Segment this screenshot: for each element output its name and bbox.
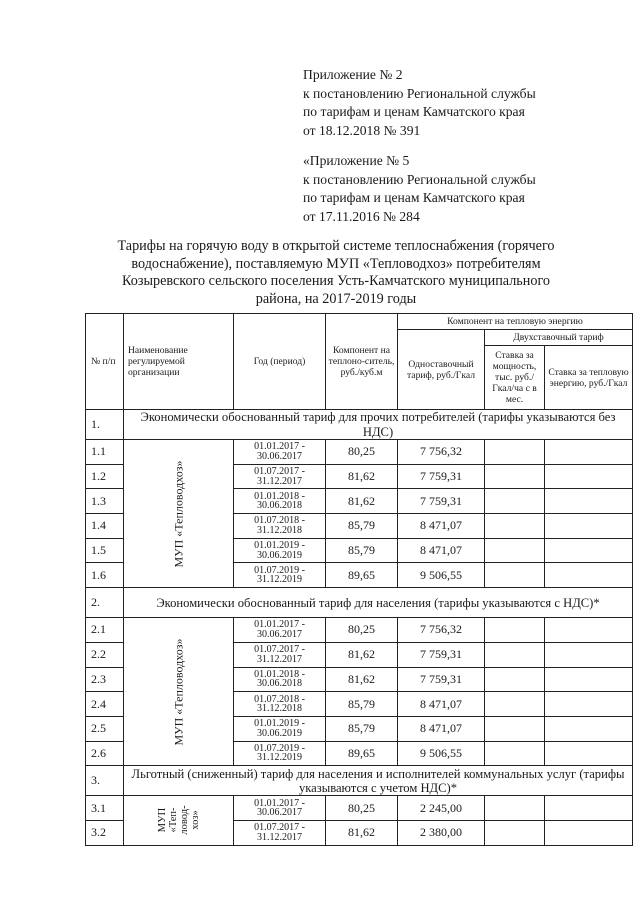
carrier-value: 81,62 xyxy=(326,642,398,667)
appendix-line: по тарифам и ценам Камчатского края xyxy=(303,104,525,119)
appendix-old-line: от 17.11.2016 № 284 xyxy=(303,208,420,224)
title-line: Тарифы на горячую воду в открытой системе теплоснабжения (горячего xyxy=(117,238,555,254)
period-cell: 01.07.2017 - 31.12.2017 xyxy=(234,642,326,667)
org-cell xyxy=(124,796,234,845)
single-rate-value: 7 759,31 xyxy=(398,489,485,514)
capacity-rate-cell xyxy=(485,796,545,821)
carrier-value: 81,62 xyxy=(326,464,398,489)
header-two-rate: Двухставочный тариф xyxy=(485,330,633,346)
single-rate-value: 7 759,31 xyxy=(398,667,485,692)
energy-rate-cell xyxy=(545,489,633,514)
capacity-rate-cell xyxy=(485,820,545,845)
appendix-line: Приложение № 2 xyxy=(303,67,403,82)
single-rate-value: 8 471,07 xyxy=(398,538,485,563)
section-row xyxy=(86,588,633,618)
header-carrier: Компонент на теплоно-ситель, руб./куб.м xyxy=(326,314,398,410)
energy-rate-cell xyxy=(545,464,633,489)
section-row xyxy=(86,410,633,440)
period-cell: 01.01.2019 - 30.06.2019 xyxy=(234,716,326,741)
section-title: Экономически обоснованный тариф для прочих потребителей (тарифы указываются без НДС) xyxy=(124,410,633,440)
row-num: 2.1 xyxy=(86,618,124,643)
period-cell: 01.01.2017 - 30.06.2017 xyxy=(234,618,326,643)
period-cell: 01.01.2018 - 30.06.2018 xyxy=(234,667,326,692)
row-num: 3.2 xyxy=(86,820,124,845)
appendix-old-line: «Приложение № 5 xyxy=(303,153,410,168)
carrier-value: 81,62 xyxy=(326,489,398,514)
energy-rate-cell xyxy=(545,563,633,588)
row-num: 2.5 xyxy=(86,716,124,741)
carrier-value: 89,65 xyxy=(326,741,398,766)
energy-rate-cell xyxy=(545,440,633,465)
appendix-old-line: к постановлению Региональной службы xyxy=(303,171,536,187)
section-num: 2. xyxy=(86,588,124,618)
row-num: 2.4 xyxy=(86,692,124,717)
section-num: 1. xyxy=(86,410,124,440)
single-rate-value: 7 756,32 xyxy=(398,440,485,465)
capacity-rate-cell xyxy=(485,440,545,465)
title-line: водоснабжение), поставляемую МУП «Тепловодхоз» потребителям xyxy=(131,255,541,272)
carrier-value: 81,62 xyxy=(326,820,398,845)
single-rate-value: 8 471,07 xyxy=(398,716,485,741)
table-row xyxy=(86,440,633,465)
appendix-old-line: по тарифам и ценам Камчатского края xyxy=(303,190,525,205)
capacity-rate-cell xyxy=(485,716,545,741)
period-cell: 01.07.2018 - 31.12.2018 xyxy=(234,692,326,717)
document-title xyxy=(86,238,586,308)
capacity-rate-cell xyxy=(485,514,545,539)
carrier-value: 80,25 xyxy=(326,796,398,821)
table-row xyxy=(86,618,633,643)
capacity-rate-cell xyxy=(485,741,545,766)
org-name: МУП «Тепловодхоз» xyxy=(171,638,185,746)
period-cell: 01.01.2017 - 30.06.2017 xyxy=(234,796,326,821)
single-rate-value: 8 471,07 xyxy=(398,692,485,717)
title-line: района, на 2017-2019 годы xyxy=(255,290,417,307)
period-cell: 01.07.2019 - 31.12.2019 xyxy=(234,563,326,588)
header-period: Год (период) xyxy=(234,314,326,410)
carrier-value: 81,62 xyxy=(326,667,398,692)
org-name: МУП «Теп-ловод-хоз» xyxy=(156,805,201,836)
single-rate-value: 2 245,00 xyxy=(398,796,485,821)
header-org: Наименование регулируемой организации xyxy=(124,314,234,410)
header-single: Одноставочный тариф, руб./Гкал xyxy=(398,330,485,410)
energy-rate-cell xyxy=(545,538,633,563)
capacity-rate-cell xyxy=(485,489,545,514)
single-rate-value: 9 506,55 xyxy=(398,741,485,766)
period-cell: 01.07.2018 - 31.12.2018 xyxy=(234,514,326,539)
capacity-rate-cell xyxy=(485,563,545,588)
org-cell xyxy=(124,440,234,588)
energy-rate-cell xyxy=(545,741,633,766)
row-num: 2.3 xyxy=(86,667,124,692)
capacity-rate-cell xyxy=(485,618,545,643)
energy-rate-cell xyxy=(545,796,633,821)
row-num: 1.2 xyxy=(86,464,124,489)
capacity-rate-cell xyxy=(485,692,545,717)
header-capacity: Ставка за мощность, тыс. руб./Гкал/ча с в мес. xyxy=(485,346,545,410)
title-line: Козыревского сельского поселения Усть-Камчатского муниципального xyxy=(121,273,551,290)
header-energy: Компонент на тепловую энергию xyxy=(398,314,633,330)
period-cell: 01.07.2019 - 31.12.2019 xyxy=(234,741,326,766)
single-rate-value: 7 759,31 xyxy=(398,464,485,489)
capacity-rate-cell xyxy=(485,642,545,667)
appendix-old-reference xyxy=(303,152,536,226)
org-name: МУП «Тепловодхоз» xyxy=(171,460,185,568)
section-num: 3. xyxy=(86,766,124,796)
row-num: 2.6 xyxy=(86,741,124,766)
carrier-value: 89,65 xyxy=(326,563,398,588)
energy-rate-cell xyxy=(545,692,633,717)
period-cell: 01.07.2017 - 31.12.2017 xyxy=(234,820,326,845)
table-row xyxy=(86,796,633,821)
single-rate-value: 7 756,32 xyxy=(398,618,485,643)
period-cell: 01.01.2019 - 30.06.2019 xyxy=(234,538,326,563)
row-num: 1.1 xyxy=(86,440,124,465)
single-rate-value: 2 380,00 xyxy=(398,820,485,845)
carrier-value: 85,79 xyxy=(326,514,398,539)
row-num: 3.1 xyxy=(86,796,124,821)
row-num: 2.2 xyxy=(86,642,124,667)
carrier-value: 85,79 xyxy=(326,538,398,563)
header-energy-rate: Ставка за тепловую энергию, руб./Гкал xyxy=(545,346,633,410)
carrier-value: 85,79 xyxy=(326,716,398,741)
single-rate-value: 9 506,55 xyxy=(398,563,485,588)
single-rate-value: 7 759,31 xyxy=(398,642,485,667)
energy-rate-cell xyxy=(545,716,633,741)
period-cell: 01.01.2018 - 30.06.2018 xyxy=(234,489,326,514)
carrier-value: 80,25 xyxy=(326,440,398,465)
appendix-line: от 18.12.2018 № 391 xyxy=(303,122,421,138)
energy-rate-cell xyxy=(545,642,633,667)
header-num: № п/п xyxy=(86,314,124,410)
period-cell: 01.01.2017 - 30.06.2017 xyxy=(234,440,326,465)
tariff-table xyxy=(85,313,633,846)
section-title: Льготный (сниженный) тариф для населения и исполнителей коммунальных услуг (тарифы указываются с учетом НДС)* xyxy=(124,766,633,796)
row-num: 1.3 xyxy=(86,489,124,514)
single-rate-value: 8 471,07 xyxy=(398,514,485,539)
energy-rate-cell xyxy=(545,667,633,692)
row-num: 1.5 xyxy=(86,538,124,563)
capacity-rate-cell xyxy=(485,464,545,489)
carrier-value: 85,79 xyxy=(326,692,398,717)
period-cell: 01.07.2017 - 31.12.2017 xyxy=(234,464,326,489)
appendix-line: к постановлению Региональной службы xyxy=(303,85,536,101)
org-cell xyxy=(124,618,234,766)
appendix-reference xyxy=(303,66,536,140)
energy-rate-cell xyxy=(545,514,633,539)
energy-rate-cell xyxy=(545,618,633,643)
energy-rate-cell xyxy=(545,820,633,845)
row-num: 1.6 xyxy=(86,563,124,588)
row-num: 1.4 xyxy=(86,514,124,539)
carrier-value: 80,25 xyxy=(326,618,398,643)
section-title: Экономически обоснованный тариф для населения (тарифы указываются с НДС)* xyxy=(124,588,633,618)
capacity-rate-cell xyxy=(485,538,545,563)
section-row xyxy=(86,766,633,796)
capacity-rate-cell xyxy=(485,667,545,692)
